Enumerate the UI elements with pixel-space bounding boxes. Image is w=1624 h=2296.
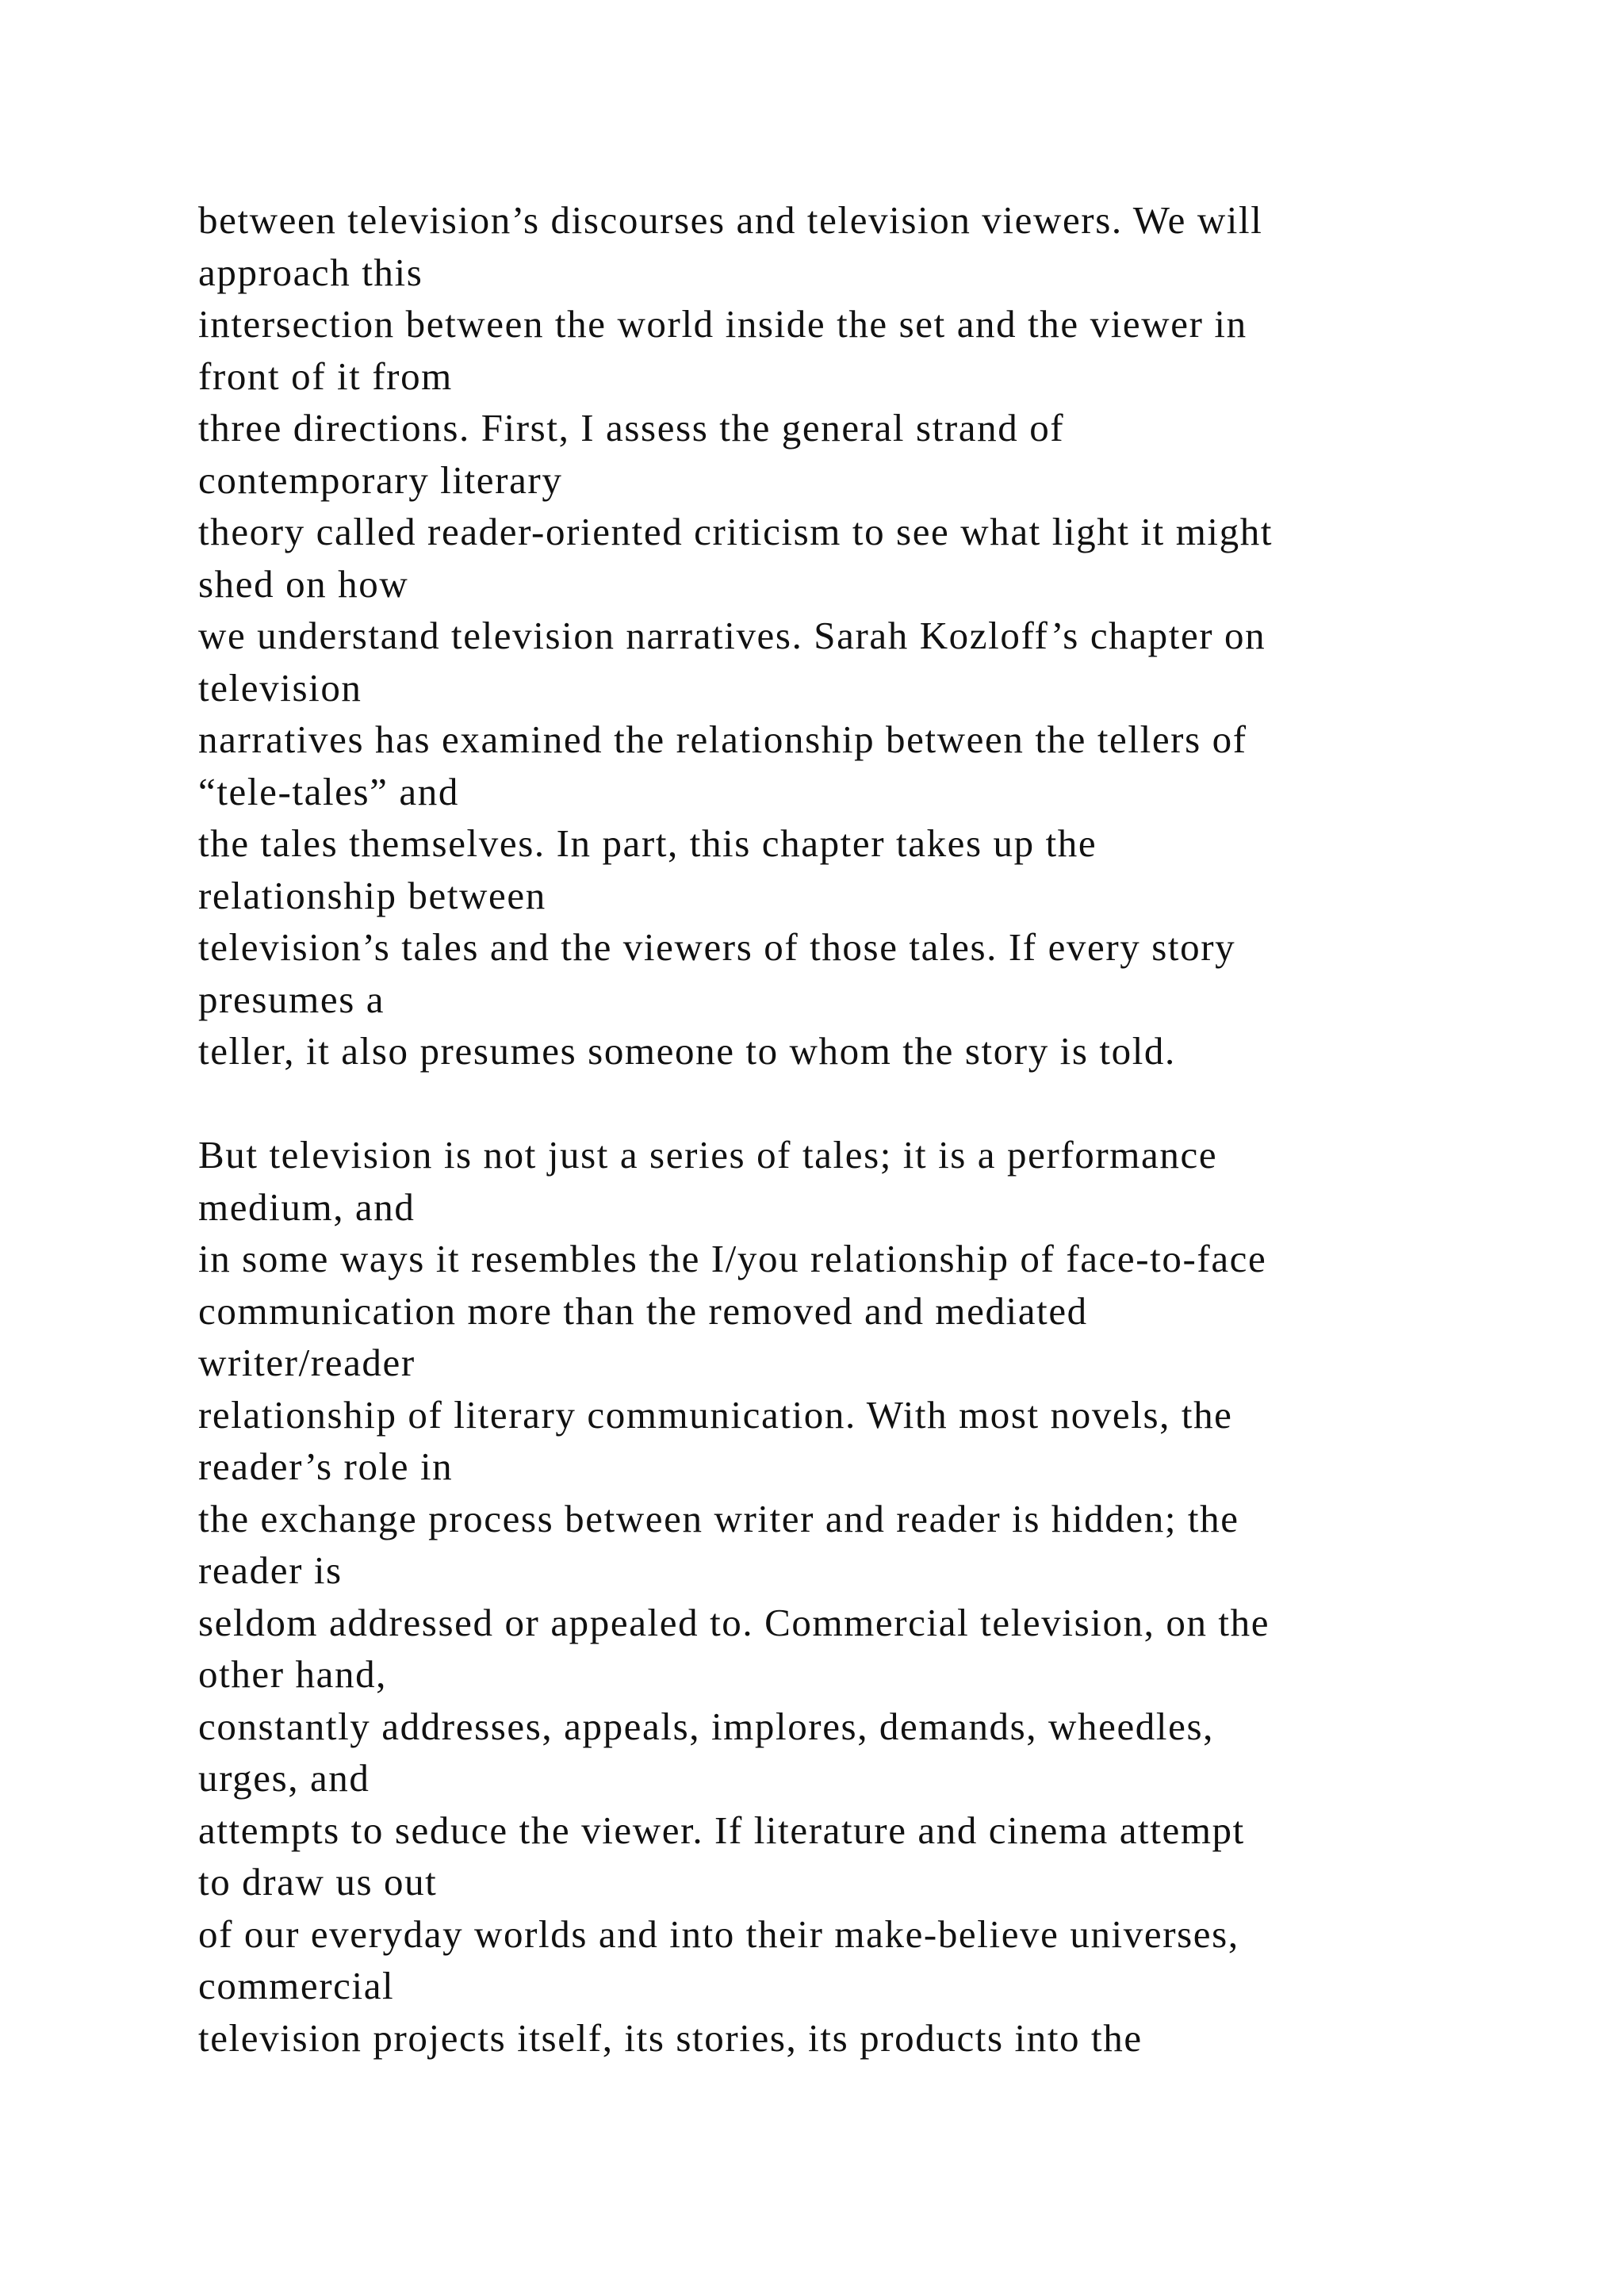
text-line: writer/reader xyxy=(198,1341,416,1384)
text-line: intersection between the world inside the set and the viewer in xyxy=(198,302,1247,346)
text-line: front of it from xyxy=(198,354,453,398)
text-line: reader is xyxy=(198,1548,343,1592)
text-line: television’s tales and the viewers of those tales. If every story xyxy=(198,925,1236,969)
text-line: medium, and xyxy=(198,1184,416,1229)
text-line: seldom addressed or appealed to. Commercial television, on the xyxy=(198,1600,1270,1644)
text-line: television xyxy=(198,665,362,710)
text-line: theory called reader-oriented criticism to see what light it might xyxy=(198,510,1274,553)
text-line: between television’s discourses and television viewers. We will xyxy=(198,198,1263,242)
paragraph-2 xyxy=(198,1129,1467,2064)
text-line: relationship between xyxy=(198,873,546,917)
text-line: constantly addresses, appeals, implores, demands, wheedles, xyxy=(198,1704,1214,1748)
paragraph-1 xyxy=(198,194,1467,1077)
text-line: we understand television narratives. Sarah Kozloff’s chapter on xyxy=(198,614,1266,657)
text-line: three directions. First, I assess the general strand of xyxy=(198,406,1065,450)
text-line: “tele-tales” and xyxy=(198,769,459,813)
paragraph-gap xyxy=(198,1077,1467,1130)
text-line: the tales themselves. In part, this chapter takes up the xyxy=(198,821,1097,865)
text-line: urges, and xyxy=(198,1756,370,1800)
text-line: But television is not just a series of tales; it is a performance xyxy=(198,1133,1218,1177)
text-line: reader’s role in xyxy=(198,1445,454,1488)
text-line: of our everyday worlds and into their make-believe universes, xyxy=(198,1911,1239,1956)
text-line: commercial xyxy=(198,1964,395,2007)
text-line: approach this xyxy=(198,250,423,294)
text-line: other hand, xyxy=(198,1652,388,1696)
text-line: television projects itself, its stories, its products into the xyxy=(198,2015,1143,2060)
text-line: communication more than the removed and mediated xyxy=(198,1288,1088,1333)
text-line: shed on how xyxy=(198,561,409,606)
body-text xyxy=(198,194,1467,2064)
text-line: presumes a xyxy=(198,977,385,1021)
text-line: attempts to seduce the viewer. If literature and cinema attempt xyxy=(198,1808,1245,1852)
text-line: contemporary literary xyxy=(198,457,563,502)
text-line: in some ways it resembles the I/you relationship of face-to-face xyxy=(198,1237,1267,1280)
text-line: the exchange process between writer and reader is hidden; the xyxy=(198,1496,1239,1540)
text-line: to draw us out xyxy=(198,1860,438,1904)
text-line: teller, it also presumes someone to whom the story is told. xyxy=(198,1029,1176,1073)
text-line: relationship of literary communication. With most novels, the xyxy=(198,1392,1233,1437)
text-line: narratives has examined the relationship between the tellers of xyxy=(198,718,1247,761)
